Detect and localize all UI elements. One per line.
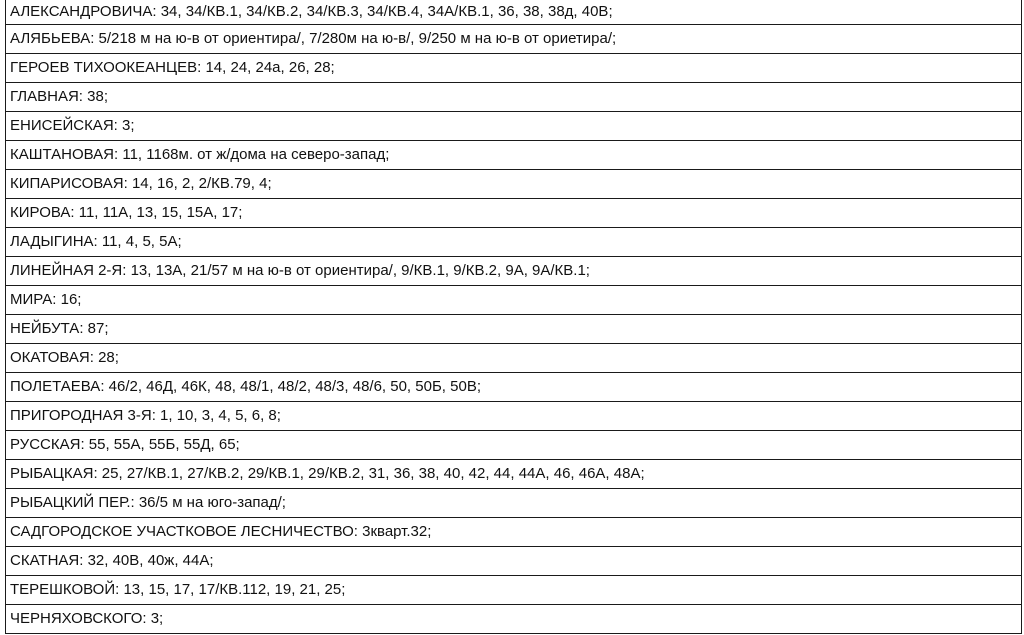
address-table-body bbox=[6, 0, 1022, 634]
table-row bbox=[6, 576, 1022, 605]
address-cell: РЫБАЦКАЯ: 25, 27/КВ.1, 27/КВ.2, 29/КВ.1, 29/КВ.2, 31, 36, 38, 40, 42, 44, 44А, 46, 46А, 48А; bbox=[6, 460, 1022, 489]
address-cell: ГЕРОЕВ ТИХООКЕАНЦЕВ: 14, 24, 24а, 26, 28; bbox=[6, 54, 1022, 83]
table-row bbox=[6, 547, 1022, 576]
table-row bbox=[6, 54, 1022, 83]
address-cell: ЧЕРНЯХОВСКОГО: 3; bbox=[6, 605, 1022, 634]
address-cell: ГЛАВНАЯ: 38; bbox=[6, 83, 1022, 112]
table-row bbox=[6, 489, 1022, 518]
address-cell: КАШТАНОВАЯ: 11, 1168м. от ж/дома на северо-запад; bbox=[6, 141, 1022, 170]
address-cell: АЛЯБЬЕВА: 5/218 м на ю-в от ориентира/, 7/280м на ю-в/, 9/250 м на ю-в от ориетира/; bbox=[6, 25, 1022, 54]
address-cell: ЛИНЕЙНАЯ 2-Я: 13, 13А, 21/57 м на ю-в от ориентира/, 9/КВ.1, 9/КВ.2, 9А, 9А/КВ.1; bbox=[6, 257, 1022, 286]
table-row bbox=[6, 518, 1022, 547]
address-cell: КИПАРИСОВАЯ: 14, 16, 2, 2/КВ.79, 4; bbox=[6, 170, 1022, 199]
address-cell: НЕЙБУТА: 87; bbox=[6, 315, 1022, 344]
address-cell: ОКАТОВАЯ: 28; bbox=[6, 344, 1022, 373]
address-cell: АЛЕКСАНДРОВИЧА: 34, 34/КВ.1, 34/КВ.2, 34/КВ.3, 34/КВ.4, 34А/КВ.1, 36, 38, 38д, 40В; bbox=[6, 0, 1022, 25]
table-row bbox=[6, 112, 1022, 141]
address-cell: ПРИГОРОДНАЯ 3-Я: 1, 10, 3, 4, 5, 6, 8; bbox=[6, 402, 1022, 431]
address-cell: ЕНИСЕЙСКАЯ: 3; bbox=[6, 112, 1022, 141]
address-cell: ПОЛЕТАЕВА: 46/2, 46Д, 46К, 48, 48/1, 48/2, 48/3, 48/6, 50, 50Б, 50В; bbox=[6, 373, 1022, 402]
address-cell: СКАТНАЯ: 32, 40В, 40ж, 44А; bbox=[6, 547, 1022, 576]
table-row bbox=[6, 373, 1022, 402]
address-table bbox=[5, 0, 1022, 634]
address-cell: РЫБАЦКИЙ ПЕР.: 36/5 м на юго-запад/; bbox=[6, 489, 1022, 518]
table-row bbox=[6, 315, 1022, 344]
table-row bbox=[6, 83, 1022, 112]
table-row bbox=[6, 605, 1022, 634]
table-row bbox=[6, 170, 1022, 199]
table-row bbox=[6, 141, 1022, 170]
table-row bbox=[6, 460, 1022, 489]
address-cell: КИРОВА: 11, 11А, 13, 15, 15А, 17; bbox=[6, 199, 1022, 228]
table-row bbox=[6, 0, 1022, 25]
table-row bbox=[6, 431, 1022, 460]
table-row bbox=[6, 257, 1022, 286]
table-row bbox=[6, 25, 1022, 54]
address-cell: ЛАДЫГИНА: 11, 4, 5, 5А; bbox=[6, 228, 1022, 257]
table-row bbox=[6, 402, 1022, 431]
address-cell: РУССКАЯ: 55, 55А, 55Б, 55Д, 65; bbox=[6, 431, 1022, 460]
table-row bbox=[6, 199, 1022, 228]
address-cell: САДГОРОДСКОЕ УЧАСТКОВОЕ ЛЕСНИЧЕСТВО: 3кварт.32; bbox=[6, 518, 1022, 547]
table-row bbox=[6, 228, 1022, 257]
address-cell: ТЕРЕШКОВОЙ: 13, 15, 17, 17/КВ.112, 19, 21, 25; bbox=[6, 576, 1022, 605]
table-row bbox=[6, 286, 1022, 315]
table-row bbox=[6, 344, 1022, 373]
address-cell: МИРА: 16; bbox=[6, 286, 1022, 315]
